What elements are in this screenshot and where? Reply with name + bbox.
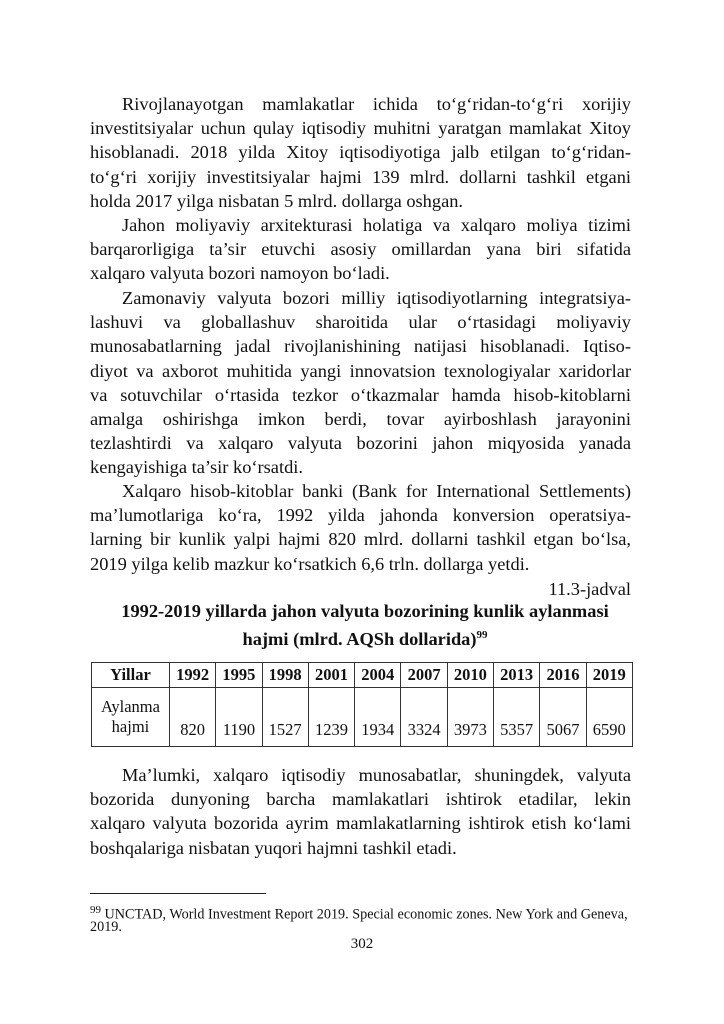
paragraph-3-line: munosabatlarning jadal rivojlanishining natijasi hisoblanadi. Iqtiso- bbox=[90, 336, 631, 357]
paragraph-4-line: 2019 yilga kelib mazkur ko‘rsatkich 6,6 trln. dollarga yetdi. bbox=[90, 553, 530, 574]
paragraph-3-line: tezlashtirdi va xalqaro valyuta bozorini jahon miqyosida yanada bbox=[90, 433, 631, 454]
header-year: 2013 bbox=[494, 663, 540, 688]
turnover-value: 6590 bbox=[586, 688, 632, 747]
header-year: 2016 bbox=[540, 663, 586, 688]
header-year: 2007 bbox=[401, 663, 447, 688]
paragraph-3-line: Zamonaviy valyuta bozori milliy iqtisodiyotlarning integratsiya- bbox=[122, 288, 631, 308]
turnover-value: 1527 bbox=[262, 688, 308, 747]
table-title-text: hajmi (mlrd. AQSh dollarida) bbox=[242, 629, 477, 650]
paragraph-3-line: kengayishiga ta’sir ko‘rsatdi. bbox=[90, 457, 303, 478]
table-label: 11.3-jadval bbox=[548, 579, 631, 599]
paragraph-5-line: Ma’lumki, xalqaro iqtisodiy munosabatlar, shuningdek, valyuta bbox=[122, 765, 631, 785]
turnover-value: 820 bbox=[169, 688, 215, 747]
footnote-line1: UNCTAD, World Investment Report 2019. Special economic zones. New York and Geneva, bbox=[101, 906, 628, 923]
paragraph-1-line: hisoblanadi. 2018 yilda Xitoy iqtisodiyotiga jalb etilgan to‘g‘ridan- bbox=[90, 142, 631, 163]
header-year: 1992 bbox=[169, 663, 215, 688]
header-year: 2001 bbox=[308, 663, 354, 688]
turnover-value: 5357 bbox=[494, 688, 540, 747]
footnote-ref: 99 bbox=[476, 629, 488, 641]
row-label-line2: hajmi bbox=[111, 717, 150, 736]
paragraph-2-line: xalqaro valyuta bozori namoyon bo‘ladi. bbox=[90, 263, 390, 284]
paragraph-5-line: xalqaro valyuta bozorida ayrim mamlakatlarning ishtirok etish ko‘lami bbox=[90, 813, 631, 834]
paragraph-1-line: Rivojlanayotgan mamlakatlar ichida to‘g‘ridan-to‘g‘ri xorijiy bbox=[122, 94, 631, 114]
table-header-row bbox=[92, 663, 633, 688]
table-title-line2 bbox=[80, 623, 650, 651]
header-year: 2010 bbox=[447, 663, 493, 688]
paragraph-4-line: ma’lumotlariga ko‘ra, 1992 yilda jahonda konversion operatsiya- bbox=[90, 505, 631, 526]
paragraph-3-line: va sotuvchilar o‘rtasida tezkor o‘tkazmalar hamda hisob-kitoblarni bbox=[90, 384, 631, 405]
footnote-line2: 2019. bbox=[90, 919, 122, 935]
paragraph-1-line: holda 2017 yilga nisbatan 5 mlrd. dollarga oshgan. bbox=[90, 190, 464, 211]
footnote-number: 99 bbox=[90, 904, 101, 916]
turnover-value: 1239 bbox=[308, 688, 354, 747]
table-title-line1: 1992-2019 yillarda jahon valyuta bozorining kunlik aylanmasi bbox=[121, 601, 609, 621]
turnover-value: 5067 bbox=[540, 688, 586, 747]
header-yillar: Yillar bbox=[92, 663, 170, 688]
paragraph-4-line: larning bir kunlik yalpi hajmi 820 mlrd. dollarni tashkil etgan bo‘lsa, bbox=[90, 529, 631, 550]
turnover-value: 3973 bbox=[447, 688, 493, 747]
paragraph-5-line: bozorida dunyoning barcha mamlakatlari ishtirok etadilar, lekin bbox=[90, 789, 631, 810]
row-label-line1: Aylanma bbox=[100, 697, 160, 716]
paragraph-4-line: Xalqaro hisob-kitoblar banki (Bank for International Settlements) bbox=[122, 481, 631, 501]
footnote-divider bbox=[90, 893, 266, 894]
turnover-value: 1190 bbox=[216, 688, 262, 747]
paragraph-3-line: lashuvi va globallashuv sharoitida ular o‘rtasidagi moliyaviy bbox=[90, 312, 631, 333]
paragraph-2-line: barqarorligiga ta’sir etuvchi asosiy omillardan yana biri sifatida bbox=[90, 239, 631, 260]
paragraph-3-line: diyot va axborot muhitida yangi innovatsion texnologiyalar xaridorlar bbox=[90, 360, 631, 381]
turnover-table bbox=[91, 662, 633, 747]
header-year: 2004 bbox=[355, 663, 401, 688]
table-row bbox=[92, 688, 633, 747]
paragraph-5-line: boshqalariga nisbatan yuqori hajmni tashkil etadi. bbox=[90, 837, 457, 858]
row-label bbox=[92, 688, 170, 747]
header-year: 2019 bbox=[586, 663, 632, 688]
turnover-value: 3324 bbox=[401, 688, 447, 747]
header-year: 1995 bbox=[216, 663, 262, 688]
header-year: 1998 bbox=[262, 663, 308, 688]
paragraph-1-line: investitsiyalar uchun qulay iqtisodiy muhitni yaratgan mamlakat Xitoy bbox=[90, 118, 631, 139]
paragraph-3-line: amalga oshirishga imkon berdi, tovar ayirboshlash jarayonini bbox=[90, 409, 631, 429]
paragraph-1-line: to‘g‘ri xorijiy investitsiyalar hajmi 139 mlrd. dollarni tashkil etgani bbox=[90, 166, 631, 187]
paragraph-2-line: Jahon moliyaviy arxitekturasi holatiga va xalqaro moliya tizimi bbox=[122, 215, 631, 235]
turnover-value: 1934 bbox=[355, 688, 401, 747]
page-number: 302 bbox=[350, 936, 374, 952]
